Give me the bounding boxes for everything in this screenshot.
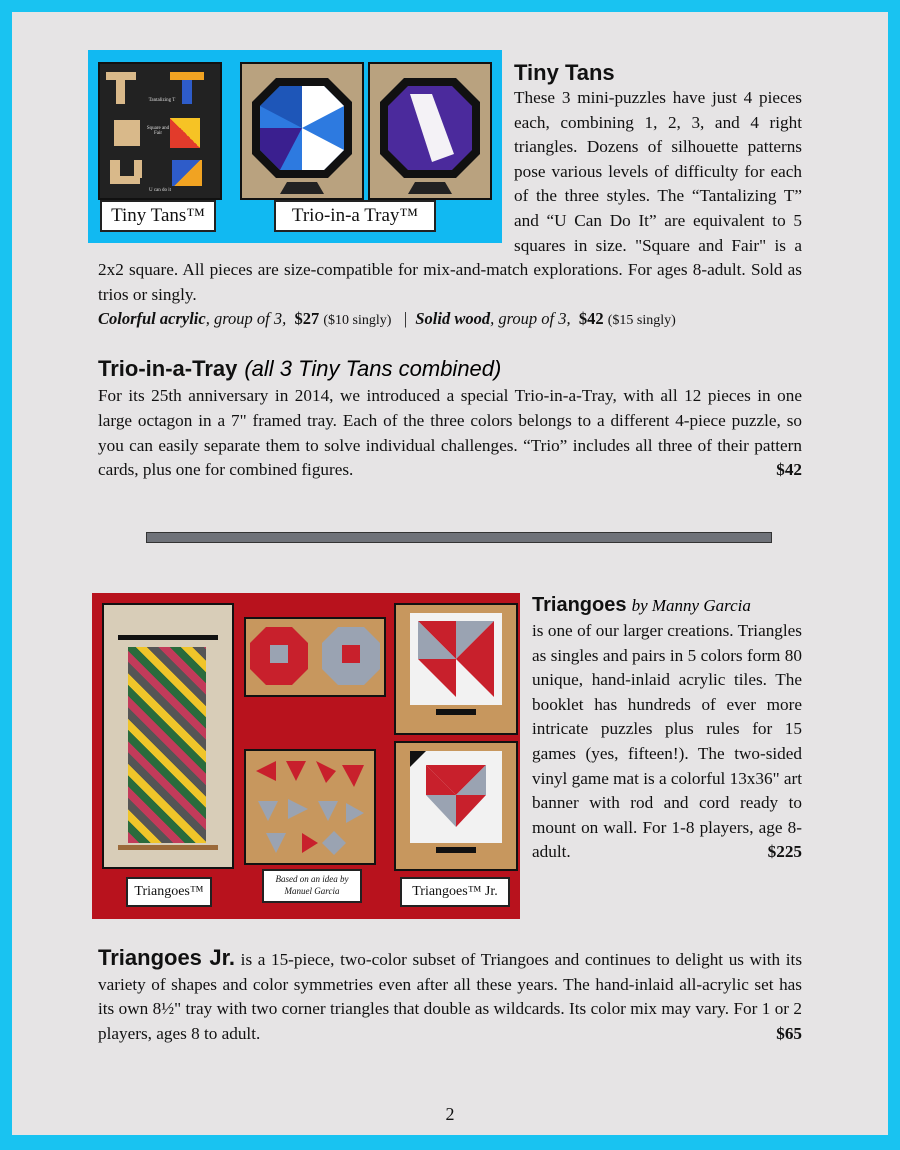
tiny-tans-photo bbox=[88, 50, 502, 243]
trio-heading bbox=[98, 355, 802, 384]
wood-option-price: $42 bbox=[578, 309, 604, 329]
banner-pattern bbox=[128, 647, 206, 843]
triangoes-label: Triangoes™ bbox=[126, 877, 212, 907]
price-separator: | bbox=[403, 309, 408, 329]
triangoes-description bbox=[532, 619, 802, 865]
triangoes-byline: by Manny Garcia bbox=[631, 596, 751, 615]
triangoes-banner-image bbox=[102, 603, 234, 869]
trio-title: Trio-in-a-Tray bbox=[98, 356, 238, 382]
triangoes-title: Triangoes bbox=[532, 594, 627, 616]
tiny-tans-description: These 3 mini-puzzles have just 4 pieces each, combining 1, 2, 3, and 4 right triangles. Dozens of silhouette patterns pose various levels of difficulty for each of the three styles. The “Tantalizing T” and “U Can Do It” are equivalent to 5 squares in size. "Square and Fair" is a 2x2 square. All pieces are size-compatible for mix-and-match explorations. For ages 8-adult. Sold as trios or singly. bbox=[98, 88, 802, 304]
wood-option-material: Solid wood bbox=[415, 309, 491, 329]
trio-section bbox=[98, 355, 802, 482]
triangoes-jr-section bbox=[98, 946, 802, 1046]
page-number: 2 bbox=[445, 1104, 455, 1124]
page-content bbox=[98, 12, 803, 1043]
tiny-tans-box-image bbox=[98, 62, 222, 200]
acrylic-option-group: , group of 3, bbox=[205, 309, 287, 329]
triangoes-jr-photo-2 bbox=[394, 741, 518, 871]
trio-in-a-tray-label: Trio-in-a Tray™ bbox=[274, 200, 436, 232]
triangoes-body-text: is one of our larger creations. Triangles as singles and pairs in 5 colors form 80 unique, hand-inlaid acrylic tiles. The booklet has hundreds of ever more intricate puzzles plus rules for 15 games (yes, fifteen!). The two-sided vinyl game mat is a colorful 13x36" art banner with rod and cord ready to mount on wall. For 1-8 players, age 8-adult. bbox=[532, 621, 803, 862]
box-middle-text: Square and Fair bbox=[146, 126, 170, 136]
trio-body-text: For its 25th anniversary in 2014, we introduced a special Trio-in-a-Tray, with all 12 pieces in one large octagon in a 7" framed tray. Each of the three colors belongs to a different 4-piece puzzle, so you can easily separate them to solve individual challenges. “Trio” includes all three of their pattern cards, plus one for combined figures. bbox=[98, 386, 802, 480]
wood-option-group: , group of 3, bbox=[490, 309, 571, 329]
triangoes-jr-label: Triangoes™ Jr. bbox=[400, 877, 510, 907]
acrylic-option-price: $27 bbox=[294, 309, 320, 329]
triangoes-jr-body-text: is a 15-piece, two-color subset of Triangoes and continues to delight us with its variety of shapes and color symmetries even after all these years. The hand-inlaid all-acrylic set has its own 8½" tray with two corner triangles that double as wildcards. Its color mix may vary. For 1 or 2 players, ages 8 to adult. bbox=[98, 950, 803, 1043]
tiny-tans-label: Tiny Tans™ bbox=[100, 200, 216, 232]
trio-price: $42 bbox=[776, 460, 802, 480]
based-on-idea-label: Based on an idea by Manuel Garcia bbox=[262, 869, 362, 903]
triangoes-jr-title: Triangoes Jr. bbox=[98, 945, 236, 970]
trio-description bbox=[98, 384, 802, 482]
tiny-tans-pricing bbox=[98, 307, 802, 333]
tiny-tans-title: Tiny Tans bbox=[514, 60, 615, 85]
catalog-page bbox=[12, 12, 888, 1135]
triangoes-jr-description bbox=[98, 946, 802, 1046]
triangoes-jr-price: $65 bbox=[776, 1023, 802, 1043]
trio-tray-photo-2 bbox=[368, 62, 492, 200]
triangoes-heading bbox=[532, 592, 802, 619]
triangoes-jr-photo-1 bbox=[394, 603, 518, 735]
box-bottom-text: U can do it bbox=[148, 188, 172, 193]
trio-subtitle: (all 3 Tiny Tans combined) bbox=[244, 356, 502, 382]
triangoes-section bbox=[532, 592, 802, 865]
triangoes-photo bbox=[92, 593, 520, 919]
wood-single-price: ($15 singly) bbox=[607, 313, 676, 329]
box-title-text: Tantalizing T bbox=[148, 98, 176, 103]
acrylic-option-material: Colorful acrylic bbox=[98, 309, 206, 329]
acrylic-single-price: ($10 singly) bbox=[323, 313, 392, 329]
section-divider bbox=[146, 532, 772, 543]
triangoes-octagon-photo bbox=[244, 617, 386, 697]
trio-tray-photo-1 bbox=[240, 62, 364, 200]
triangoes-price: $225 bbox=[767, 842, 802, 862]
triangoes-tile-scatter-photo bbox=[244, 749, 376, 865]
